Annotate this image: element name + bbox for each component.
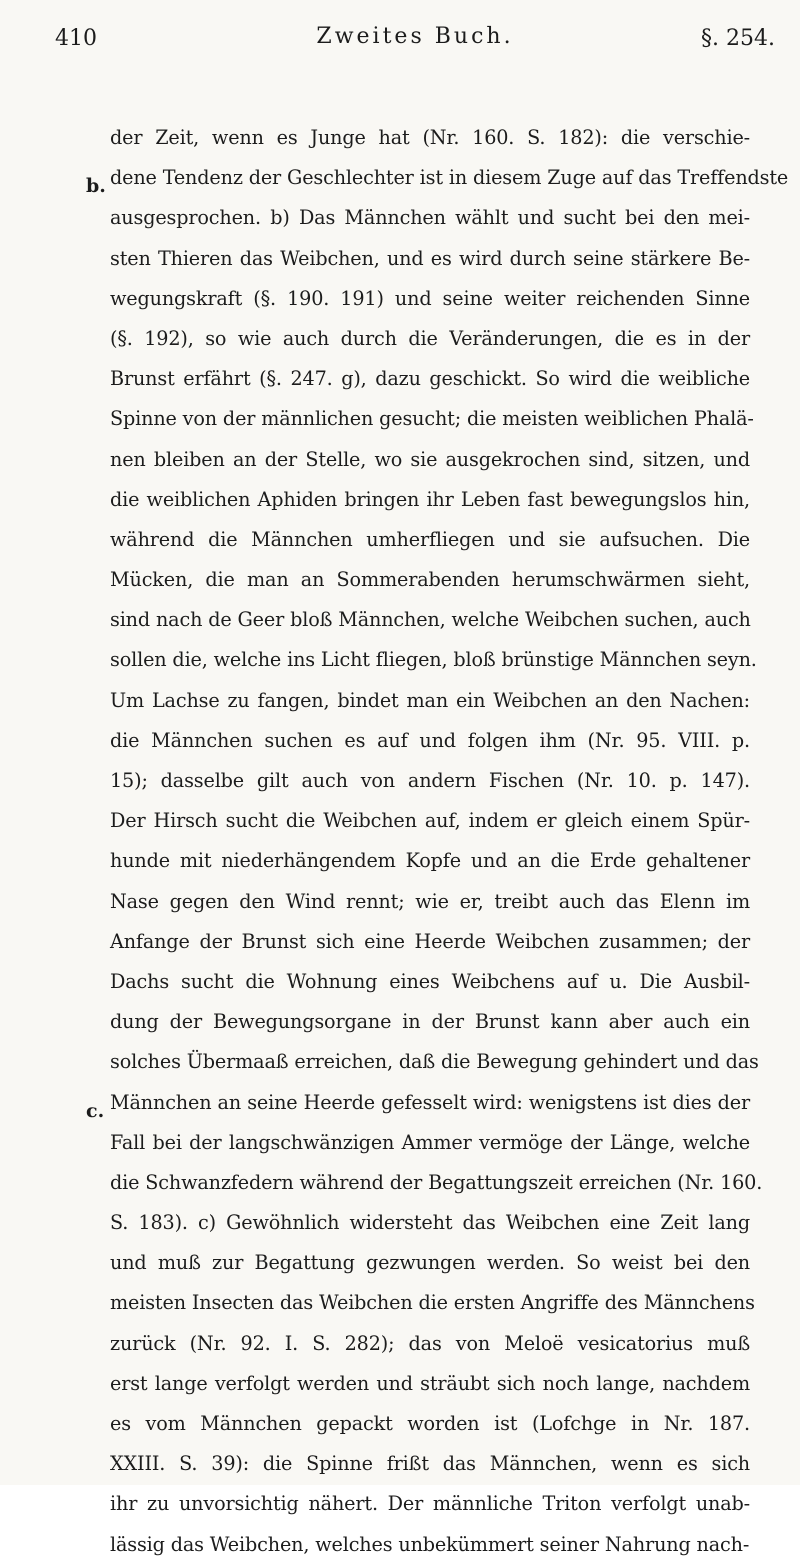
text-line: die Schwanzfedern während der Begattungszeit erreichen (Nr. 160. (110, 1170, 763, 1194)
text-line: die Männchen suchen es auf und folgen ihm (Nr. 95. VIII. p. (110, 728, 750, 752)
text-line: der Zeit, wenn es Junge hat (Nr. 160. S. 182): die verschie- (110, 126, 750, 149)
section-reference: §. 254. (701, 26, 775, 51)
text-line: meisten Insecten das Weibchen die ersten Angriffe des Männchens (110, 1291, 755, 1315)
text-line: lässig das Weibchen, welches unbekümmert seiner Nahrung nach- (110, 1532, 750, 1556)
text-line: Männchen an seine Heerde gefesselt wird: wenigstens ist dies der (110, 1090, 750, 1114)
text-line: hunde mit niederhängendem Kopfe und an die Erde gehaltener (110, 849, 750, 873)
text-line: Mücken, die man an Sommerabenden herumschwärmen sieht, (110, 568, 750, 592)
text-line: XXIII. S. 39): die Spinne frißt das Männchen, wenn es sich (110, 1452, 750, 1476)
text-line: (§. 192), so wie auch durch die Veränderungen, die es in der (110, 326, 750, 350)
text-line: sind nach de Geer bloß Männchen, welche Weibchen suchen, auch (110, 608, 751, 632)
running-title: Zweites Buch. (316, 24, 514, 49)
text-line: sten Thieren das Weibchen, und es wird durch seine stärkere Be- (110, 246, 750, 270)
text-line: die weiblichen Aphiden bringen ihr Leben fast bewegungslos hin, (110, 487, 750, 511)
text-line: nen bleiben an der Stelle, wo sie ausgekrochen sind, sitzen, und (110, 447, 750, 471)
text-line: Um Lachse zu fangen, bindet man ein Weibchen an den Nachen: (110, 688, 750, 712)
text-line: dene Tendenz der Geschlechter ist in diesem Zuge auf das Treffendste (110, 166, 789, 190)
text-line: Dachs sucht die Wohnung eines Weibchens auf u. Die Ausbil- (110, 969, 750, 993)
margin-mark-c: c. (86, 1100, 105, 1122)
text-line: erst lange verfolgt werden und sträubt sich noch lange, nachdem (110, 1371, 750, 1395)
text-line: ausgesprochen. b) Das Männchen wählt und sucht bei den mei- (110, 206, 750, 230)
text-line: zurück (Nr. 92. I. S. 282); das von Meloë vesicatorius muß (110, 1331, 750, 1355)
text-line: sollen die, welche ins Licht fliegen, bloß brünstige Männchen seyn. (110, 648, 757, 672)
text-line: dung der Bewegungsorgane in der Brunst kann aber auch ein (110, 1010, 750, 1034)
body-text (110, 118, 789, 1565)
text-line: Spinne von der männlichen gesucht; die meisten weiblichen Phalä- (110, 407, 754, 431)
page-number: 410 (55, 26, 97, 51)
text-line: es vom Männchen gepackt worden ist (Lofchge in Nr. 187. (110, 1412, 750, 1435)
text-line: solches Übermaaß erreichen, daß die Bewegung gehindert und das (110, 1050, 759, 1074)
page-header (55, 20, 775, 60)
text-line: Fall bei der langschwänzigen Ammer vermöge der Länge, welche (110, 1130, 750, 1154)
text-line: Nase gegen den Wind rennt; wie er, treibt auch das Elenn im (110, 889, 750, 913)
margin-mark-b: b. (86, 175, 106, 197)
text-line: Der Hirsch sucht die Weibchen auf, indem er gleich einem Spür- (110, 809, 750, 833)
text-line: S. 183). c) Gewöhnlich widersteht das Weibchen eine Zeit lang (110, 1211, 750, 1235)
text-line: ihr zu unvorsichtig nähert. Der männliche Triton verfolgt unab- (110, 1492, 750, 1516)
text-line: und muß zur Begattung gezwungen werden. So weist bei den (110, 1251, 750, 1275)
text-line: während die Männchen umherfliegen und sie aufsuchen. Die (110, 527, 750, 551)
text-line: wegungskraft (§. 190. 191) und seine weiter reichenden Sinne (110, 286, 750, 310)
text-line: Anfange der Brunst sich eine Heerde Weibchen zusammen; der (110, 929, 750, 953)
text-line: 15); dasselbe gilt auch von andern Fischen (Nr. 10. p. 147). (110, 769, 750, 792)
text-line: Brunst erfährt (§. 247. g), dazu geschickt. So wird die weibliche (110, 367, 750, 391)
